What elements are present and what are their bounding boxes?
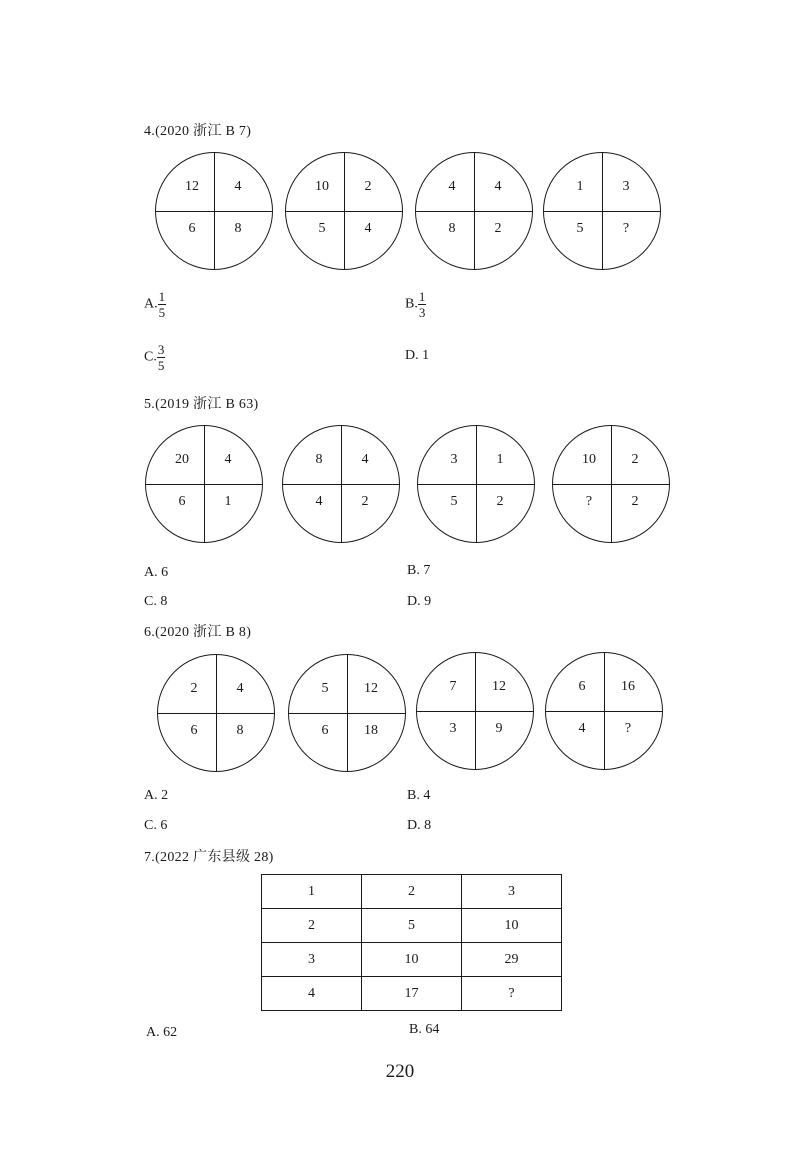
circle-cell: 2 xyxy=(631,452,639,467)
circle-cell: 3 xyxy=(449,721,457,736)
q4-circle-1 xyxy=(155,152,273,270)
circle-cell: 20 xyxy=(175,452,189,467)
table-cell: 29 xyxy=(462,943,562,977)
q6-circle-2 xyxy=(288,654,406,772)
q4-circle-4 xyxy=(543,152,661,270)
q4-circle-3 xyxy=(415,152,533,270)
circle-cell: 10 xyxy=(315,179,329,194)
table-cell: 5 xyxy=(362,909,462,943)
circle-cell: 12 xyxy=(492,679,506,694)
page-number: 220 xyxy=(385,1061,415,1082)
circle-cell: 8 xyxy=(234,221,242,236)
table-cell: 10 xyxy=(362,943,462,977)
q5-option-d: D. 9 xyxy=(407,594,432,609)
circle-cell: 3 xyxy=(622,179,630,194)
q7-option-b: B. 64 xyxy=(409,1022,440,1037)
circle-cell: 4 xyxy=(361,452,369,467)
q5-option-b: B. 7 xyxy=(407,563,431,578)
circle-cell: 2 xyxy=(494,221,502,236)
circle-cell: 10 xyxy=(582,452,596,467)
q5-option-a: A. 6 xyxy=(144,565,169,580)
question-7-title: 7.(2022 广东县级 28) xyxy=(144,850,274,865)
circle-cell: 2 xyxy=(190,681,198,696)
circle-cell: 2 xyxy=(361,494,369,509)
q5-circle-4 xyxy=(552,425,670,543)
question-5-title: 5.(2019 浙江 B 63) xyxy=(144,397,259,412)
q4-circle-2 xyxy=(285,152,403,270)
circle-cell: ? xyxy=(622,221,630,236)
circle-cell: 6 xyxy=(190,723,198,738)
table-cell: 3 xyxy=(262,943,362,977)
circle-cell: 4 xyxy=(224,452,232,467)
circle-cell: 1 xyxy=(496,452,504,467)
table-cell: 3 xyxy=(462,875,562,909)
circle-cell: 5 xyxy=(321,681,329,696)
circle-cell: 6 xyxy=(178,494,186,509)
q4-option-c: C. $\frac{3}{5}$ xyxy=(144,342,165,373)
circle-cell: ? xyxy=(624,721,632,736)
circle-cell: 3 xyxy=(450,452,458,467)
table-cell: ? xyxy=(462,977,562,1011)
circle-cell: 4 xyxy=(315,494,323,509)
q7-option-a: A. 62 xyxy=(146,1025,178,1040)
table-cell: 17 xyxy=(362,977,462,1011)
q5-circle-2 xyxy=(282,425,400,543)
circle-cell: 2 xyxy=(631,494,639,509)
circle-cell: 4 xyxy=(578,721,586,736)
circle-cell: 6 xyxy=(188,221,196,236)
question-6-title: 6.(2020 浙江 B 8) xyxy=(144,625,252,640)
circle-cell: 6 xyxy=(578,679,586,694)
circle-cell: 5 xyxy=(576,221,584,236)
circle-cell: 12 xyxy=(185,179,199,194)
circle-cell: 7 xyxy=(449,679,457,694)
q6-option-b: B. 4 xyxy=(407,788,431,803)
q6-option-a: A. 2 xyxy=(144,788,169,803)
q6-option-c: C. 6 xyxy=(144,818,168,833)
circle-cell: 4 xyxy=(364,221,372,236)
circle-cell: 6 xyxy=(321,723,329,738)
circle-cell: 4 xyxy=(234,179,242,194)
circle-cell: 12 xyxy=(364,681,378,696)
circle-cell: 1 xyxy=(576,179,584,194)
q4-option-b: B. $\frac{1}{3}$ xyxy=(405,289,426,320)
q5-circle-1 xyxy=(145,425,263,543)
table-row xyxy=(262,875,562,909)
table-row xyxy=(262,909,562,943)
circle-cell: 18 xyxy=(364,723,378,738)
q6-option-d: D. 8 xyxy=(407,818,432,833)
table-cell: 10 xyxy=(462,909,562,943)
circle-cell: 9 xyxy=(495,721,503,736)
table-cell: 2 xyxy=(362,875,462,909)
circle-cell: 5 xyxy=(318,221,326,236)
q6-circle-4 xyxy=(545,652,663,770)
circle-cell: 4 xyxy=(494,179,502,194)
circle-cell: 1 xyxy=(224,494,232,509)
circle-cell: 5 xyxy=(450,494,458,509)
q6-circle-1 xyxy=(157,654,275,772)
circle-cell: 8 xyxy=(448,221,456,236)
table-row xyxy=(262,977,562,1011)
q4-option-d: D. 1 xyxy=(405,348,430,363)
circle-cell: 2 xyxy=(364,179,372,194)
circle-cell: 8 xyxy=(236,723,244,738)
q4-option-a: A. $\frac{1}{5}$ xyxy=(144,289,166,320)
table-cell: 1 xyxy=(262,875,362,909)
q5-option-c: C. 8 xyxy=(144,594,168,609)
question-4-title: 4.(2020 浙江 B 7) xyxy=(144,124,252,139)
table-row xyxy=(262,943,562,977)
table-cell: 2 xyxy=(262,909,362,943)
q5-circle-3 xyxy=(417,425,535,543)
table-cell: 4 xyxy=(262,977,362,1011)
circle-cell: ? xyxy=(585,494,593,509)
circle-cell: 16 xyxy=(621,679,635,694)
circle-cell: 8 xyxy=(315,452,323,467)
q7-number-table xyxy=(261,874,562,1011)
q6-circle-3 xyxy=(416,652,534,770)
circle-cell: 4 xyxy=(236,681,244,696)
circle-cell: 4 xyxy=(448,179,456,194)
circle-cell: 2 xyxy=(496,494,504,509)
